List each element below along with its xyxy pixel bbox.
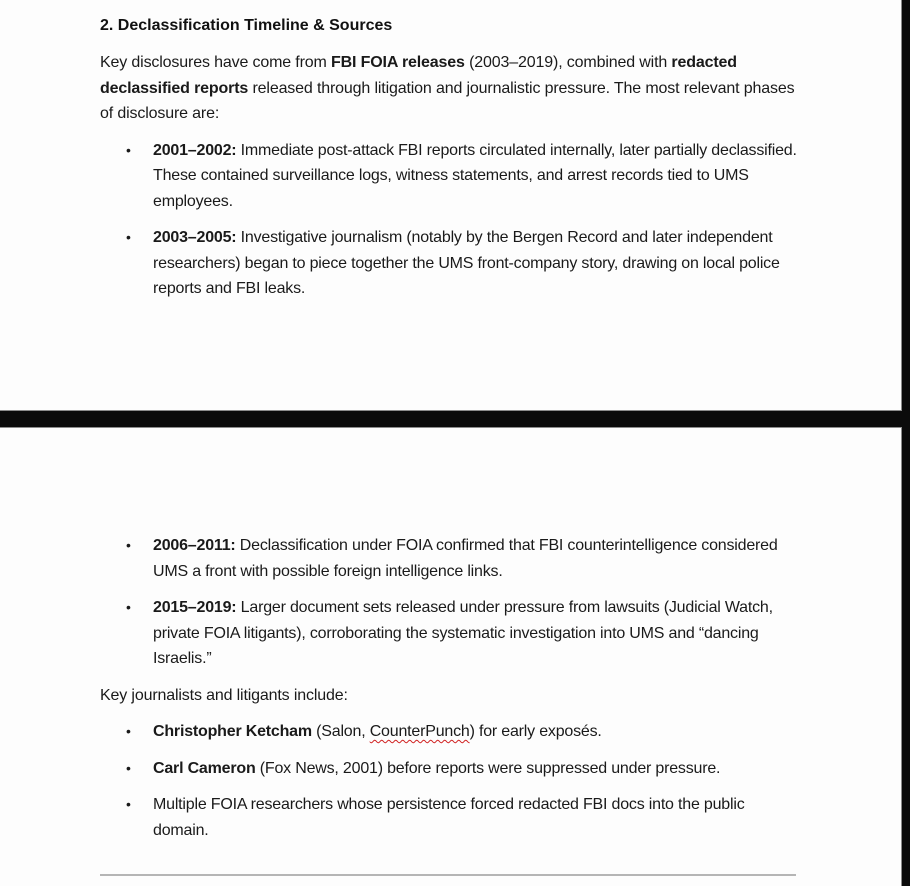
phase-list-2 — [100, 533, 800, 672]
list-item: • Carl Cameron (Fox News, 2001) before reports were suppressed under pressure. — [100, 756, 800, 782]
bullet-icon: • — [126, 141, 131, 158]
bullet-icon: • — [126, 229, 131, 245]
document-page-2[interactable] — [0, 427, 902, 886]
phase-list-1 — [100, 138, 800, 302]
list-item: • 2001–2002: Immediate post-attack FBI reports circulated internally, later partially declassified. These contained surveillance logs, witness statements, and arrest records tied to UMS employees. — [100, 138, 800, 215]
page-1-content — [100, 16, 800, 302]
bullet-icon: • — [126, 537, 131, 553]
list-item: • Multiple FOIA researchers whose persistence forced redacted FBI docs into the public domain. — [100, 792, 800, 843]
list-item: • 2006–2011: Declassification under FOIA confirmed that FBI counterintelligence considered UMS a front with possible foreign intelligence links. — [100, 533, 800, 584]
section-heading: 2. Declassification Timeline & Sources — [100, 17, 393, 34]
journalists-intro: Key journalists and litigants include: — [100, 686, 348, 704]
journalist-list — [100, 719, 800, 843]
spellcheck-flagged-word[interactable]: CounterPunch — [369, 723, 470, 740]
bullet-icon: • — [126, 759, 131, 776]
list-item: • 2003–2005: Investigative journalism (notably by the Bergen Record and later independent researchers) began to piece together the UMS front-company story, drawing on local police reports and FBI leaks. — [100, 225, 800, 302]
horizontal-rule — [100, 874, 796, 876]
bullet-icon: • — [126, 796, 131, 812]
list-item: • Christopher Ketcham (Salon, CounterPunch) for early exposés. — [100, 719, 800, 745]
page-2-content — [100, 533, 800, 843]
intro-paragraph: Key disclosures have come from FBI FOIA releases (2003–2019), combined with redacted declassified reports released through litigation and journalistic pressure. The most relevant phases of disclosure are: — [100, 54, 795, 122]
document-page-1[interactable] — [0, 0, 902, 411]
bullet-icon: • — [126, 723, 131, 739]
bullet-icon: • — [126, 599, 131, 615]
list-item: • 2015–2019: Larger document sets released under pressure from lawsuits (Judicial Watch, private FOIA litigants), corroborating the systematic investigation into UMS and “dancing Israelis.” — [100, 595, 800, 672]
